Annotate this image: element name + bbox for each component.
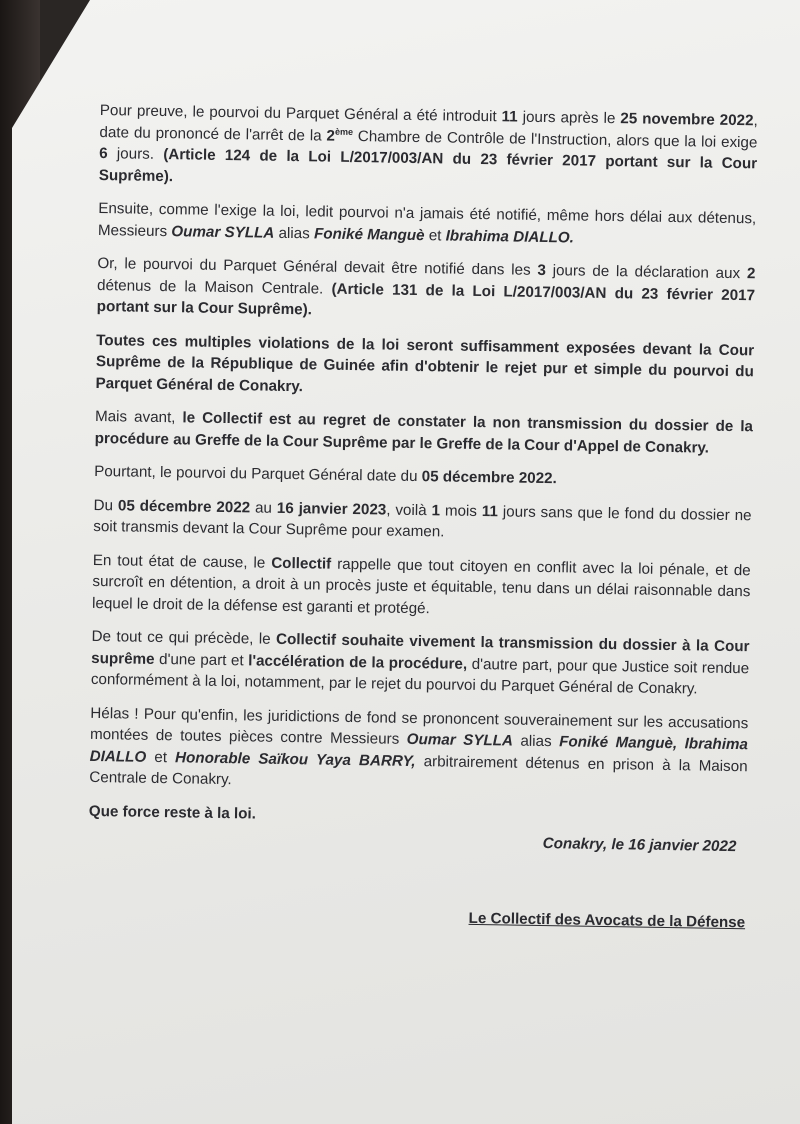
p2-text: alias bbox=[274, 224, 315, 242]
p2-name: Oumar SYLLA bbox=[171, 222, 275, 242]
paragraph-5 bbox=[95, 406, 754, 459]
paragraph-9 bbox=[91, 626, 750, 701]
p1-text: , date du prononcé de l'arrêt de la bbox=[99, 112, 758, 145]
p2-text: et bbox=[424, 226, 446, 244]
paragraph-6 bbox=[94, 461, 752, 493]
paragraph-3 bbox=[97, 253, 756, 328]
p7-text: mois bbox=[439, 501, 483, 520]
p2-text: Ensuite, comme l'exige la loi, ledit pourvoi n'a jamais été notifié, même hors délai aux détenus, Messieurs bbox=[97, 199, 757, 240]
p3-days: 3 bbox=[537, 261, 547, 280]
p3-text: jours de la déclaration aux bbox=[545, 262, 748, 283]
paragraph-10 bbox=[89, 702, 748, 798]
p9-bold-text: l'accélération de la procédure, bbox=[248, 651, 468, 673]
p9-text: d'autre part, pour que Justice soit rendue conformément à la loi, notamment, par le rejet du pourvoi du Parquet Général de Conakry. bbox=[90, 655, 750, 698]
paragraph-7 bbox=[93, 494, 752, 547]
p7-text: Du bbox=[93, 496, 119, 514]
p9-text: De tout ce qui précède, le bbox=[91, 627, 277, 648]
p8-text: rappelle que tout citoyen en conflit avec la loi pénale, et de surcroît en détention, a droit à un procès juste et équitable, tenu dans un délai raisonnable dans lequel le droit de la défense est garanti et protégé. bbox=[91, 555, 751, 617]
p2-alias: Foniké Manguè bbox=[313, 224, 425, 244]
p1-chamber-number: 2 bbox=[326, 127, 336, 145]
p2-name: Ibrahima DIALLO. bbox=[445, 226, 575, 246]
paragraph-4: Toutes ces multiples violations de la loi seront suffisamment exposées devant la Cour Suprême de la République de Guinée afin d'obtenir le rejet pur et simple du pourvoi du Parquet Général de Conakry. bbox=[95, 331, 755, 395]
p7-days: 11 bbox=[481, 502, 499, 520]
p7-text: au bbox=[250, 498, 277, 517]
p10-name: Oumar SYLLA bbox=[406, 730, 514, 750]
p6-date: 05 décembre 2022. bbox=[421, 468, 557, 488]
p1-text: jours. bbox=[107, 145, 164, 163]
p7-text: , voilà bbox=[386, 501, 432, 519]
p6-text: Pourtant, le pourvoi du Parquet Général date du bbox=[94, 462, 422, 486]
p1-required-days: 6 bbox=[99, 144, 108, 163]
p7-date: 05 décembre 2022 bbox=[117, 496, 251, 516]
p7-months: 1 bbox=[431, 501, 441, 519]
p10-name: Honorable Saïkou Yaya BARRY, bbox=[175, 748, 416, 770]
p1-article-ref: (Article 124 de la Loi L/2017/003/AN du 23 février 2017 portant sur la Cour Suprême). bbox=[98, 146, 758, 185]
p9-bold-text: Collectif souhaite vivement la transmission du dossier à la Cour suprême bbox=[91, 630, 750, 668]
p10-names: Foniké Manguè, Ibrahima DIALLO bbox=[89, 733, 749, 766]
p10-text: Hélas ! Pour qu'enfin, les juridictions de fond se prononcent souverainement sur les accusations montées de toutes pièces contre Messieurs bbox=[89, 704, 749, 748]
p3-text: détenus de la Maison Centrale. bbox=[96, 276, 332, 298]
p10-text: arbitrairement détenus en prison à la Maison Centrale de Conakry. bbox=[89, 752, 748, 789]
p1-date: 25 novembre 2022 bbox=[620, 110, 754, 130]
p7-text: jours sans que le fond du dossier ne soit transmis devant la Cour Suprême pour examen. bbox=[93, 502, 752, 541]
p3-text: Or, le pourvoi du Parquet Général devait être notifié dans les bbox=[97, 254, 538, 279]
p1-text: jours après le bbox=[517, 108, 621, 128]
p7-date: 16 janvier 2023 bbox=[276, 499, 387, 519]
document-page bbox=[87, 100, 758, 933]
paragraph-2 bbox=[98, 198, 757, 251]
p3-count: 2 bbox=[746, 265, 756, 283]
paragraph-1 bbox=[99, 100, 758, 196]
p8-text: En tout état de cause, le bbox=[92, 551, 272, 572]
closing-statement: Que force reste à la loi. bbox=[88, 802, 257, 823]
p10-text: et bbox=[146, 748, 176, 766]
p3-article-ref: (Article 131 de la Loi L/2017/003/AN du 23 février 2017 portant sur la Cour Suprême). bbox=[96, 280, 756, 319]
p9-text: d'une part et bbox=[154, 650, 249, 669]
p8-collectif: Collectif bbox=[271, 554, 332, 573]
signature-line: Le Collectif des Avocats de la Défense bbox=[468, 909, 746, 931]
p1-text: Chambre de Contrôle de l'Instruction, alors que la loi exige bbox=[352, 127, 758, 151]
p5-text: Mais avant, bbox=[94, 407, 183, 427]
paragraph-8 bbox=[92, 549, 751, 624]
p1-text: Pour preuve, le pourvoi du Parquet Général a été introduit bbox=[99, 101, 502, 126]
p1-days: 11 bbox=[501, 108, 518, 126]
p10-text: alias bbox=[512, 732, 560, 751]
p5-bold-text: le Collectif est au regret de constater la non transmission du dossier de la procédure au Greffe de la Cour Suprême par le Greffe de la Cour d'Appel de Conakry. bbox=[94, 409, 754, 457]
place-and-date: Conakry, le 16 janvier 2022 bbox=[542, 835, 737, 856]
p1-superscript: ème bbox=[334, 126, 354, 137]
